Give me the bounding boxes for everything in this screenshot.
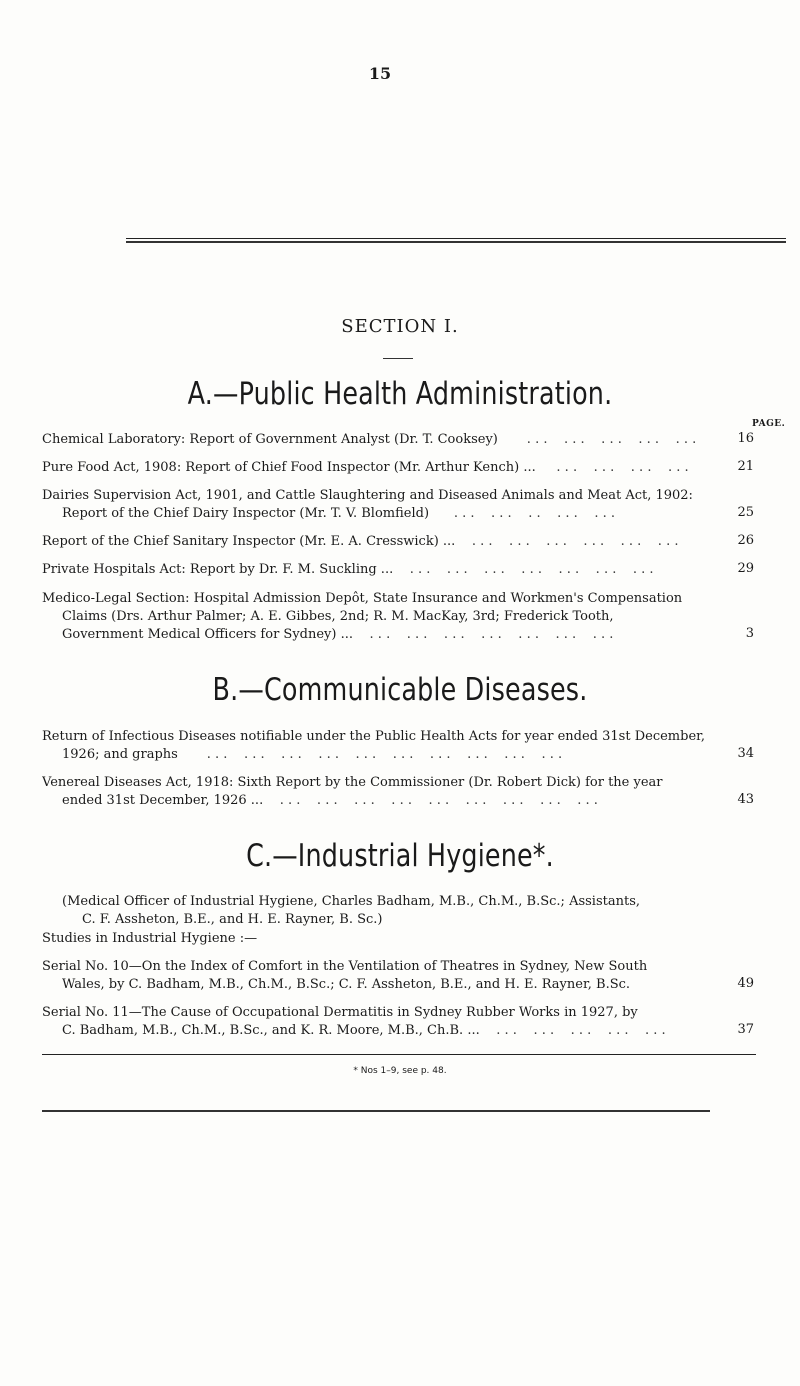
toc-page: 37 bbox=[737, 1022, 754, 1037]
toc-page: 26 bbox=[737, 533, 754, 548]
toc-entry: Serial No. 11—The Cause of Occupational Dermatitis in Sydney Rubber Works in 1927, by C. Badham, M.B., Ch.M., B.Sc., and K. R. Moore, M.B., Ch.B. ... . . . . . . . . . . . . . . . bbox=[42, 1005, 666, 1038]
section-title: SECTION I. bbox=[341, 316, 459, 337]
heading-public-health: A.—Public Health Administration. bbox=[187, 376, 613, 412]
footnote-rule bbox=[42, 1054, 756, 1055]
heading-communicable-diseases: B.—Communicable Diseases. bbox=[212, 672, 588, 708]
toc-entry: Dairies Supervision Act, 1901, and Cattle Slaughtering and Diseased Animals and Meat Act, 1902: Report of the Chief Dairy Inspector (Mr. T. V. Blomfield) . . . . . . . . . . . . . . bbox=[42, 488, 693, 521]
toc-entry: Chemical Laboratory: Report of Government Analyst (Dr. T. Cooksey) . . . . . . . . . . . . . . . bbox=[42, 432, 697, 447]
toc-entry: Private Hospitals Act: Report by Dr. F. M. Suckling ... . . . . . . . . . . . . . . . . . . . . . bbox=[42, 562, 654, 577]
toc-entry: Return of Infectious Diseases notifiable under the Public Health Acts for year ended 31st December, 1926; and graphs . . . . . . . . . . . . . . . . . . . . . . . . . . . . . . bbox=[42, 729, 706, 762]
page-column-label: PAGE. bbox=[752, 419, 786, 429]
toc-entry: Serial No. 10—On the Index of Comfort in the Ventilation of Theatres in Sydney, New South Wales, by C. Badham, M.B., Ch.M., B.Sc.; C. F. Assheton, B.E., and H. E. Rayner, B.Sc. bbox=[42, 959, 648, 992]
toc-entry: Pure Food Act, 1908: Report of Chief Food Inspector (Mr. Arthur Kench) ... . . . . . . . . . . . . bbox=[42, 460, 689, 475]
toc-page: 16 bbox=[737, 431, 754, 446]
toc-entry: Report of the Chief Sanitary Inspector (Mr. E. A. Cresswick) ... . . . . . . . . . . . . . . . . . . bbox=[42, 534, 679, 549]
page-number: 15 bbox=[368, 64, 392, 83]
top-rule-thick bbox=[126, 241, 786, 243]
toc-page: 34 bbox=[737, 746, 754, 761]
toc-entry: Venereal Diseases Act, 1918: Sixth Report by the Commissioner (Dr. Robert Dick) for the year ended 31st December, 1926 ... . . . . . . . . . . . . . . . . . . . . . . . . . . . bbox=[42, 775, 663, 808]
bottom-rule bbox=[42, 1110, 710, 1112]
toc-page: 43 bbox=[737, 792, 754, 807]
section-divider bbox=[383, 358, 413, 359]
toc-page: 29 bbox=[737, 561, 754, 576]
toc-page: 25 bbox=[737, 505, 754, 520]
studies-label: Studies in Industrial Hygiene :— bbox=[42, 931, 258, 946]
toc-entry: Medico-Legal Section: Hospital Admission Depôt, State Insurance and Workmen's Compensation Claims (Drs. Arthur Palmer; A. E. Gibbes, 2nd; R. M. MacKay, 3rd; Frederick Tooth, Government Medical Officers for Sydney) ... . . . . . . . . . . . . . . . . . . . . . bbox=[42, 591, 683, 642]
staff-note: (Medical Officer of Industrial Hygiene, Charles Badham, M.B., Ch.M., B.Sc.; Assistants, C. F. Assheton, B.E., and H. E. Rayner, B. Sc.) bbox=[62, 894, 640, 927]
toc-page: 49 bbox=[737, 976, 754, 991]
toc-page: 21 bbox=[737, 459, 754, 474]
toc-page: 3 bbox=[745, 626, 754, 641]
footnote: * Nos 1–9, see p. 48. bbox=[353, 1066, 447, 1076]
heading-industrial-hygiene: C.—Industrial Hygiene*. bbox=[246, 838, 554, 874]
top-rule bbox=[126, 238, 786, 239]
